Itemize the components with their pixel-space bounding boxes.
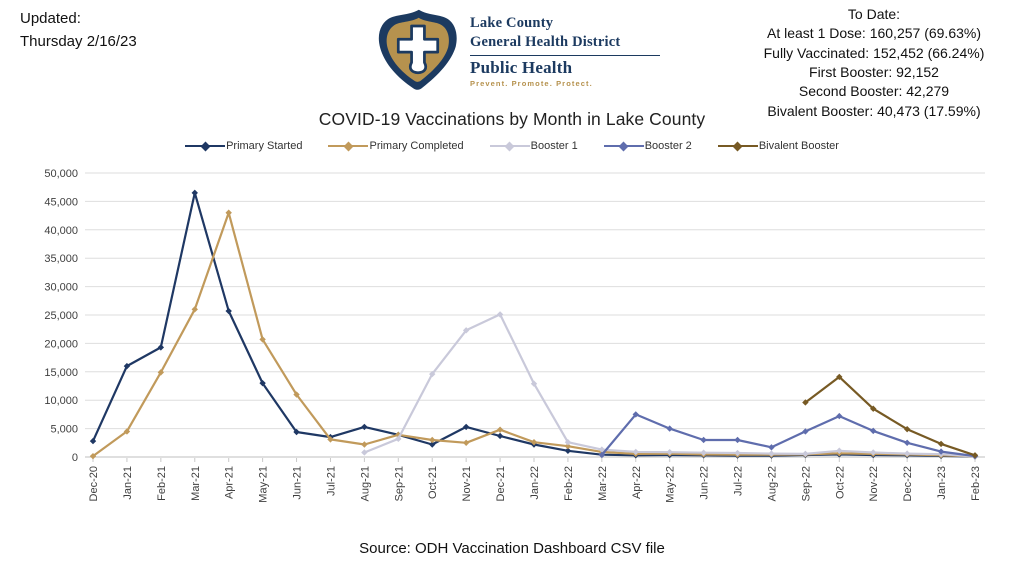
x-tick-label: Feb-23	[970, 466, 982, 501]
stat-at-least-1-dose: At least 1 Dose: 160,257 (69.63%)	[766, 25, 982, 42]
x-tick-label: Jul-22	[732, 466, 745, 496]
data-point-marker	[361, 424, 367, 430]
x-tick-label: Jun-21	[291, 466, 304, 500]
legend-label: Primary Completed	[369, 140, 464, 152]
updated-block	[20, 8, 137, 53]
legend-item-booster-2	[604, 140, 692, 152]
y-tick-label: 0	[71, 452, 78, 464]
x-tick-label: May-22	[664, 466, 677, 503]
data-point-marker	[361, 449, 367, 455]
stat-bivalent-booster: Bivalent Booster: 40,473 (17.59%)	[767, 102, 981, 119]
grid	[44, 168, 985, 464]
stats-title: To Date:	[847, 6, 901, 22]
x-tick-label: Feb-21	[155, 466, 168, 501]
data-point-marker	[700, 437, 706, 443]
y-tick-label: 10,000	[44, 395, 78, 408]
legend-marker-icon	[328, 142, 368, 151]
stat-second-booster: Second Booster: 42,279	[798, 83, 950, 100]
y-tick-label: 45,000	[44, 196, 78, 209]
legend-item-bivalent-booster	[718, 140, 839, 152]
x-tick-label: Jun-22	[698, 466, 711, 500]
x-tick-label: Apr-21	[223, 466, 236, 500]
logo-text	[470, 8, 660, 88]
data-point-marker	[192, 190, 198, 196]
logo-divider	[470, 55, 660, 56]
x-tick-label: Feb-22	[562, 466, 575, 501]
data-point-marker	[497, 433, 503, 439]
x-tick-label: Mar-22	[596, 466, 609, 501]
y-tick-label: 50,000	[44, 168, 78, 180]
updated-label: Updated:	[20, 10, 81, 27]
data-point-marker	[734, 437, 740, 443]
x-tick-label: Jul-21	[325, 466, 338, 496]
series-primary-completed	[90, 210, 978, 460]
x-tick-label: Sep-21	[393, 466, 406, 502]
x-axis	[88, 458, 982, 503]
series-line-bivalent-booster	[805, 377, 975, 455]
x-tick-label: Aug-22	[766, 466, 779, 502]
stat-first-booster: First Booster: 92,152	[809, 63, 939, 80]
y-tick-label: 25,000	[44, 310, 78, 322]
x-tick-label: Aug-21	[359, 466, 372, 502]
x-tick-label: Mar-21	[189, 466, 202, 501]
logo-brand: Public Health	[470, 57, 573, 77]
series-booster-1	[361, 311, 978, 459]
legend-label: Bivalent Booster	[758, 140, 839, 152]
data-point-marker	[497, 427, 503, 433]
data-point-marker	[463, 440, 469, 446]
legend-label: Booster 2	[644, 140, 692, 152]
x-tick-label: Nov-22	[868, 466, 881, 502]
data-point-marker	[225, 210, 231, 216]
legend-item-primary-completed	[328, 140, 463, 152]
logo	[375, 8, 660, 92]
x-tick-label: Jan-22	[529, 466, 541, 500]
x-tick-label: Apr-22	[630, 466, 643, 500]
x-tick-label: Oct-22	[834, 466, 847, 500]
x-tick-label: Jan-21	[121, 466, 134, 500]
legend-marker-icon	[185, 142, 225, 151]
to-date-stats	[728, 5, 1020, 121]
x-tick-label: Nov-21	[461, 466, 474, 502]
y-tick-label: 15,000	[44, 366, 78, 379]
data-point-marker	[938, 441, 944, 447]
y-tick-label: 35,000	[44, 253, 78, 266]
y-tick-label: 20,000	[44, 338, 78, 351]
legend-item-primary-started	[185, 140, 302, 152]
series-line-primary-completed	[93, 213, 975, 457]
source-caption: Source: ODH Vaccination Dashboard CSV file	[359, 540, 665, 557]
health-district-shield-icon	[375, 8, 461, 92]
logo-tagline: Prevent. Promote. Protect.	[470, 78, 593, 88]
data-point-marker	[666, 425, 672, 431]
legend-item-booster-1	[490, 140, 578, 152]
chart-title: COVID-19 Vaccinations by Month in Lake County	[318, 109, 706, 129]
legend-label: Booster 1	[530, 140, 578, 152]
legend-marker-icon	[718, 142, 758, 151]
updated-date: Thursday 2/16/23	[20, 32, 137, 50]
x-tick-label: Sep-22	[800, 466, 813, 502]
stat-fully-vaccinated: Fully Vaccinated: 152,452 (66.24%)	[763, 44, 985, 61]
y-tick-label: 40,000	[44, 224, 78, 237]
x-tick-label: Dec-20	[88, 466, 100, 502]
x-tick-label: Oct-21	[427, 466, 440, 500]
logo-org-line2: General Health District	[470, 33, 621, 50]
x-tick-label: Dec-21	[495, 465, 508, 502]
chart-legend	[0, 140, 1024, 152]
data-point-marker	[90, 438, 96, 444]
legend-marker-icon	[604, 142, 644, 151]
data-point-marker	[361, 441, 367, 447]
y-tick-label: 5,000	[50, 423, 78, 436]
logo-org-line1: Lake County	[470, 15, 554, 31]
x-tick-label: Dec-22	[902, 466, 915, 502]
series-bivalent-booster	[802, 374, 978, 459]
legend-marker-icon	[490, 142, 530, 151]
x-tick-label: May-21	[257, 466, 270, 503]
legend-label: Primary Started	[226, 140, 303, 152]
data-point-marker	[904, 440, 910, 446]
y-tick-label: 30,000	[44, 281, 78, 294]
x-tick-label: Jan-23	[936, 466, 949, 500]
data-point-marker	[836, 413, 842, 419]
